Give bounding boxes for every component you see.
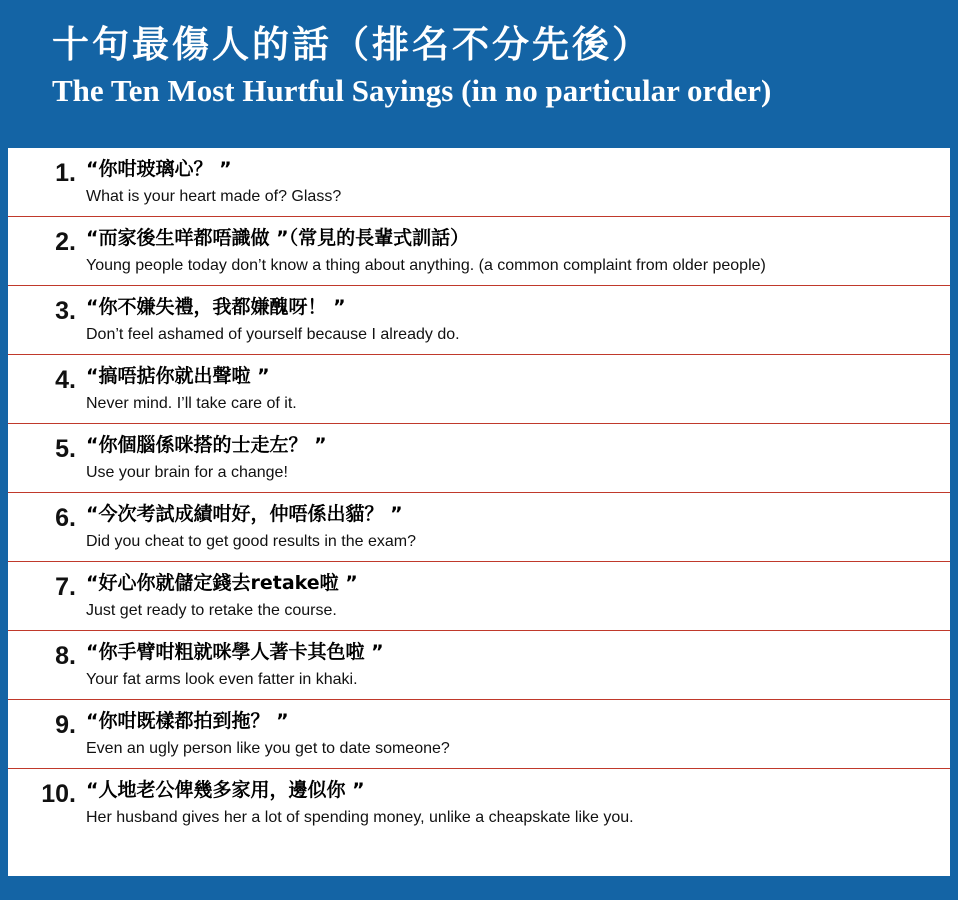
list-item-texts: [86, 502, 940, 553]
list-item: [8, 769, 950, 837]
list-item-texts: [86, 433, 940, 484]
list-item-number: 4.: [55, 366, 76, 395]
header: [0, 0, 958, 117]
list-item-number: 3.: [55, 297, 76, 326]
list-item: [8, 631, 950, 700]
list-item-chinese: “搞唔掂你就出聲啦 ”: [86, 365, 270, 388]
list-item: [8, 562, 950, 631]
list-item: [8, 700, 950, 769]
list-item-chinese: “你不嫌失禮，我都嫌醜呀！ ”: [86, 296, 346, 319]
list-item-chinese: “你咁既樣都拍到拖？ ”: [86, 710, 289, 733]
list-item: [8, 286, 950, 355]
list-item-english: What is your heart made of? Glass?: [86, 187, 342, 205]
list-item-chinese: “今次考試成績咁好，仲唔係出貓？ ”: [86, 503, 403, 526]
list-item-chinese: “而家後生咩都唔識做 ”（常見的長輩式訓話）: [86, 227, 470, 250]
list-item-number: 2.: [55, 228, 76, 257]
list-item-number: 5.: [55, 435, 76, 464]
list-item-english: Did you cheat to get good results in the exam?: [86, 532, 416, 550]
footer-strip: [0, 876, 958, 900]
list-item-number: 6.: [55, 504, 76, 533]
list-item: [8, 355, 950, 424]
list-item-english: Her husband gives her a lot of spending money, unlike a cheapskate like you.: [86, 808, 634, 826]
list-item-texts: [86, 571, 940, 622]
list-item: [8, 148, 950, 217]
list-item: [8, 493, 950, 562]
page-title-english: The Ten Most Hurtful Sayings (in no particular order): [52, 73, 772, 109]
list-item-english: Your fat arms look even fatter in khaki.: [86, 670, 358, 688]
list-item-number: 1.: [55, 159, 76, 187]
list-item-texts: [86, 709, 940, 760]
list-item-english: Don’t feel ashamed of yourself because I already do.: [86, 325, 460, 343]
page-title-chinese: 十句最傷人的話（排名不分先後）: [52, 23, 652, 66]
list-item-english: Just get ready to retake the course.: [86, 601, 337, 619]
list-item-number: 7.: [55, 573, 76, 602]
list-item-number: 8.: [55, 642, 76, 671]
list-item-texts: [86, 226, 940, 277]
list-item-texts: [86, 778, 940, 829]
list-item-number: 10.: [41, 780, 76, 809]
sayings-list: [8, 148, 950, 837]
list-item-english: Use your brain for a change!: [86, 463, 288, 481]
sayings-card: [8, 148, 950, 876]
list-item-texts: [86, 640, 940, 691]
list-item-chinese: “你個腦係咪搭的士走左？ ”: [86, 434, 327, 457]
list-item-texts: [86, 295, 940, 346]
list-item-english: Young people today don’t know a thing about anything. (a common complaint from older people): [86, 256, 766, 274]
list-item: [8, 217, 950, 286]
list-item-chinese: “你手臂咁粗就咪學人著卡其色啦 ”: [86, 641, 384, 664]
list-item-number: 9.: [55, 711, 76, 740]
list-item-english: Even an ugly person like you get to date someone?: [86, 739, 450, 757]
list-item-texts: [86, 364, 940, 415]
list-item-chinese: “人地老公俾幾多家用，邊似你 ”: [86, 779, 365, 802]
list-item-english: Never mind. I’ll take care of it.: [86, 394, 297, 412]
list-item: [8, 424, 950, 493]
list-item-texts: [86, 157, 940, 208]
list-item-chinese: “你咁玻璃心？ ”: [86, 158, 232, 180]
list-item-chinese: “好心你就儲定錢去retake啦 ”: [86, 572, 358, 595]
